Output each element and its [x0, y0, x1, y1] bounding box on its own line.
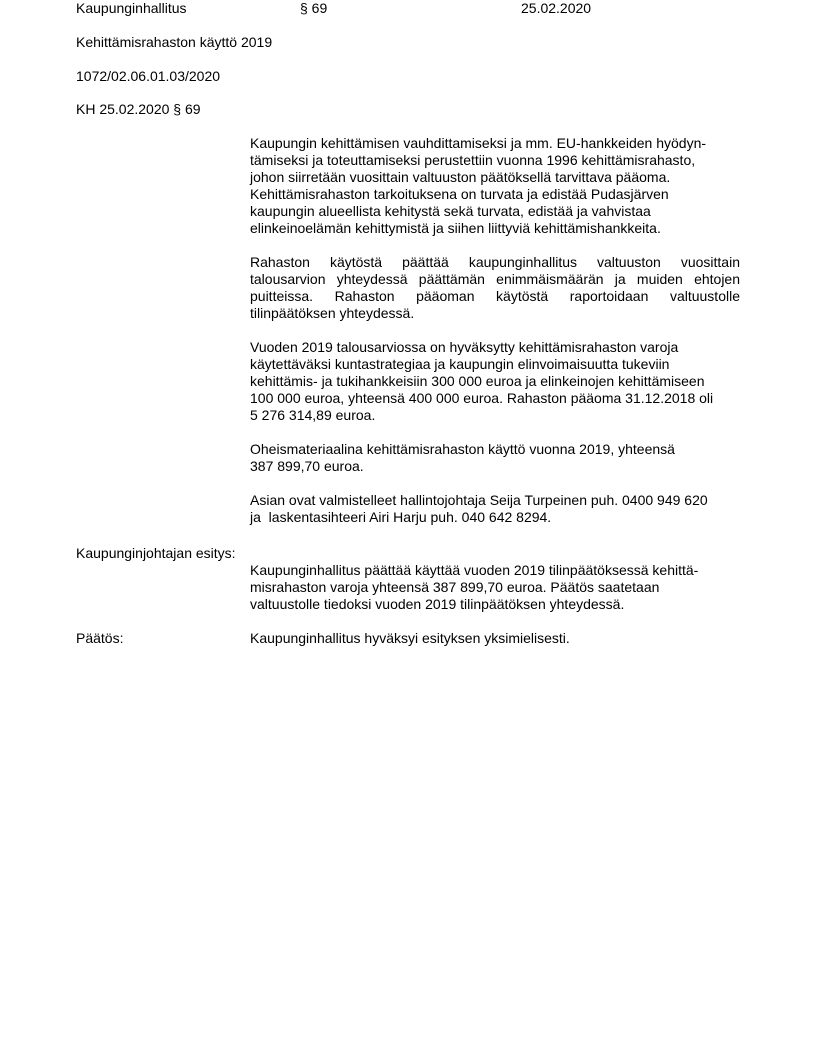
header-section: § 69	[300, 0, 328, 16]
text-line: Kaupunginhallitus päättää käyttää vuoden 2019 tilinpäätöksessä kehittä-	[250, 562, 699, 578]
text-line: Rahaston käytöstä päättää kaupunginhallitus valtuuston vuosittain	[250, 254, 740, 270]
text-line: ja laskentasihteeri Airi Harju puh. 040 642 8294.	[250, 509, 552, 525]
text-line: kaupungin alueellista kehitystä sekä turvata, edistää ja vahvistaa	[250, 203, 651, 219]
text-line: puitteissa. Rahaston pääoman käytöstä raportoidaan valtuustolle	[250, 288, 740, 304]
text-line: Kaupungin kehittämisen vauhdittamiseksi ja mm. EU-hankkeiden hyödyn-	[250, 135, 707, 151]
diary-number: 1072/02.06.01.03/2020	[76, 68, 221, 84]
text-line: 5 276 314,89 euroa.	[250, 407, 376, 423]
text-line: kehittämis- ja tukihankkeisiin 300 000 euroa ja elinkeinojen kehittämiseen	[250, 373, 705, 389]
text-line: 387 899,70 euroa.	[250, 458, 364, 474]
paragraph-preparers	[250, 492, 740, 526]
paragraph-decision-power	[250, 254, 740, 322]
decision-label: Päätös:	[76, 630, 124, 646]
subject-title: Kehittämisrahaston käyttö 2019	[76, 34, 273, 50]
decision-text: Kaupunginhallitus hyväksyi esityksen yksimielisesti.	[250, 630, 570, 646]
text-line: 100 000 euroa, yhteensä 400 000 euroa. Rahaston pääoma 31.12.2018 oli	[250, 390, 714, 406]
text-line: tämiseksi ja toteuttamiseksi perustettiin vuonna 1996 kehittämisrahasto,	[250, 152, 696, 168]
text-line: misrahaston varoja yhteensä 387 899,70 euroa. Päätös saatetaan	[250, 579, 660, 595]
text-line: valtuustolle tiedoksi vuoden 2019 tilinpäätöksen yhteydessä.	[250, 596, 625, 612]
text-line: talousarvion yhteydessä päättämän enimmäismäärän ja muiden ehtojen	[250, 271, 740, 287]
text-line: Asian ovat valmistelleet hallintojohtaja Seija Turpeinen puh. 0400 949 620	[250, 492, 708, 508]
text-line: Vuoden 2019 talousarviossa on hyväksytty kehittämisrahaston varoja	[250, 339, 679, 355]
header-date: 25.02.2020	[521, 0, 592, 16]
text-line: tilinpäätöksen yhteydessä.	[250, 305, 415, 321]
meeting-reference: KH 25.02.2020 § 69	[76, 101, 201, 117]
text-line: käytettäväksi kuntastrategiaa ja kaupungin elinvoimaisuutta tukeviin	[250, 356, 670, 372]
header-organ: Kaupunginhallitus	[76, 0, 187, 16]
text-line: elinkeinoelämän kehittymistä ja siihen liittyviä kehittämishankkeita.	[250, 220, 661, 236]
paragraph-background	[250, 135, 740, 237]
proposal-paragraph	[250, 562, 740, 613]
text-line: Oheismateriaalina kehittämisrahaston käyttö vuonna 2019, yhteensä	[250, 441, 675, 457]
text-line: johon siirretään vuosittain valtuuston päätöksellä tarvittava pääoma.	[250, 169, 671, 185]
paragraph-budget	[250, 339, 740, 424]
paragraph-attachment	[250, 441, 740, 475]
text-line: Kehittämisrahaston tarkoituksena on turvata ja edistää Pudasjärven	[250, 186, 669, 202]
proposal-label: Kaupunginjohtajan esitys:	[76, 545, 236, 561]
